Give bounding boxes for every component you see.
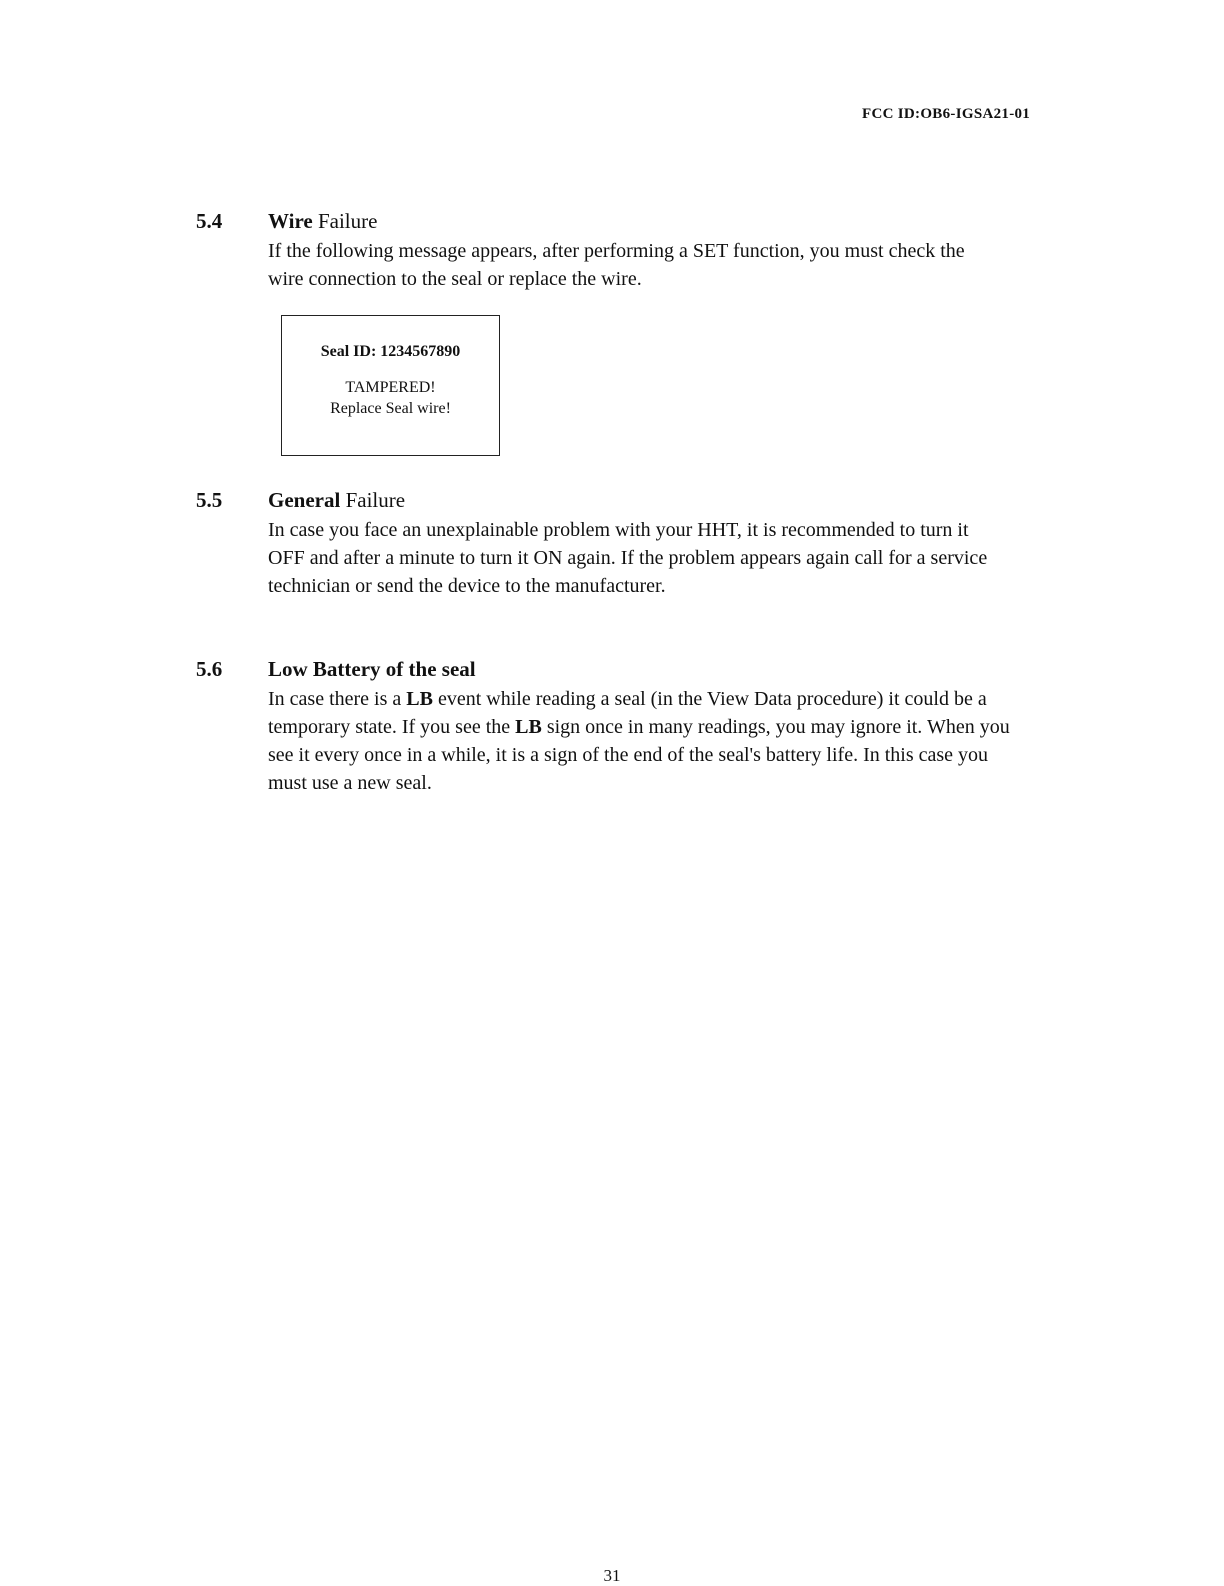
section-body: [268, 237, 1003, 293]
paragraph-text: event while reading a seal (in the View Data procedure) it could be a temporary state. If you see the: [268, 688, 987, 738]
section-paragraph: If the following message appears, after performing a SET function, you must check the wire connection to the seal or replace the wire.: [268, 240, 965, 290]
section-heading: [196, 209, 1016, 237]
page-number: 31: [603, 1566, 621, 1585]
section-5-6: [196, 657, 1016, 797]
section-title: [268, 657, 476, 682]
section-title: [268, 488, 405, 513]
screen-status: [282, 377, 499, 419]
device-screen-message: [281, 315, 500, 456]
section-title-bold: General: [268, 488, 341, 512]
seal-id-value: 1234567890: [380, 343, 461, 360]
section-number: 5.4: [196, 209, 223, 233]
section-heading: [196, 657, 1016, 685]
section-body: [268, 685, 1013, 797]
section-number: 5.5: [196, 488, 223, 512]
paragraph-text: In case there is a: [268, 688, 407, 710]
section-paragraph: In case you face an unexplainable problem with your HHT, it is recommended to turn it OFF and after a minute to turn it ON again. If the problem appears again call for a service technician or send the device to the manufacturer.: [268, 519, 988, 597]
fcc-id-header: FCC ID:OB6-IGSA21-01: [862, 106, 1031, 122]
status-replace-wire: Replace Seal wire!: [330, 400, 451, 417]
lb-term: LB: [515, 716, 542, 738]
section-heading: [196, 488, 1016, 516]
lb-term: LB: [406, 688, 433, 710]
section-title-bold: Low Battery of the seal: [268, 657, 476, 681]
section-number: 5.6: [196, 657, 223, 681]
section-title: [268, 209, 377, 234]
status-tampered: TAMPERED!: [345, 379, 436, 396]
section-paragraph: [268, 685, 1013, 797]
section-title-rest: Failure: [340, 488, 406, 512]
section-5-4: [196, 209, 1016, 293]
section-title-bold: Wire: [268, 209, 313, 233]
section-title-rest: Failure: [312, 209, 378, 233]
seal-id-label: Seal ID:: [320, 343, 377, 360]
section-5-5: [196, 488, 1016, 600]
screen-seal-id: [282, 343, 499, 361]
paragraph-text: sign once in many readings, you may ignore it. When you see it every once in a while, it is a sign of the end of the seal's battery life. In this case you must use a new seal.: [268, 716, 1010, 794]
section-body: [268, 516, 993, 600]
